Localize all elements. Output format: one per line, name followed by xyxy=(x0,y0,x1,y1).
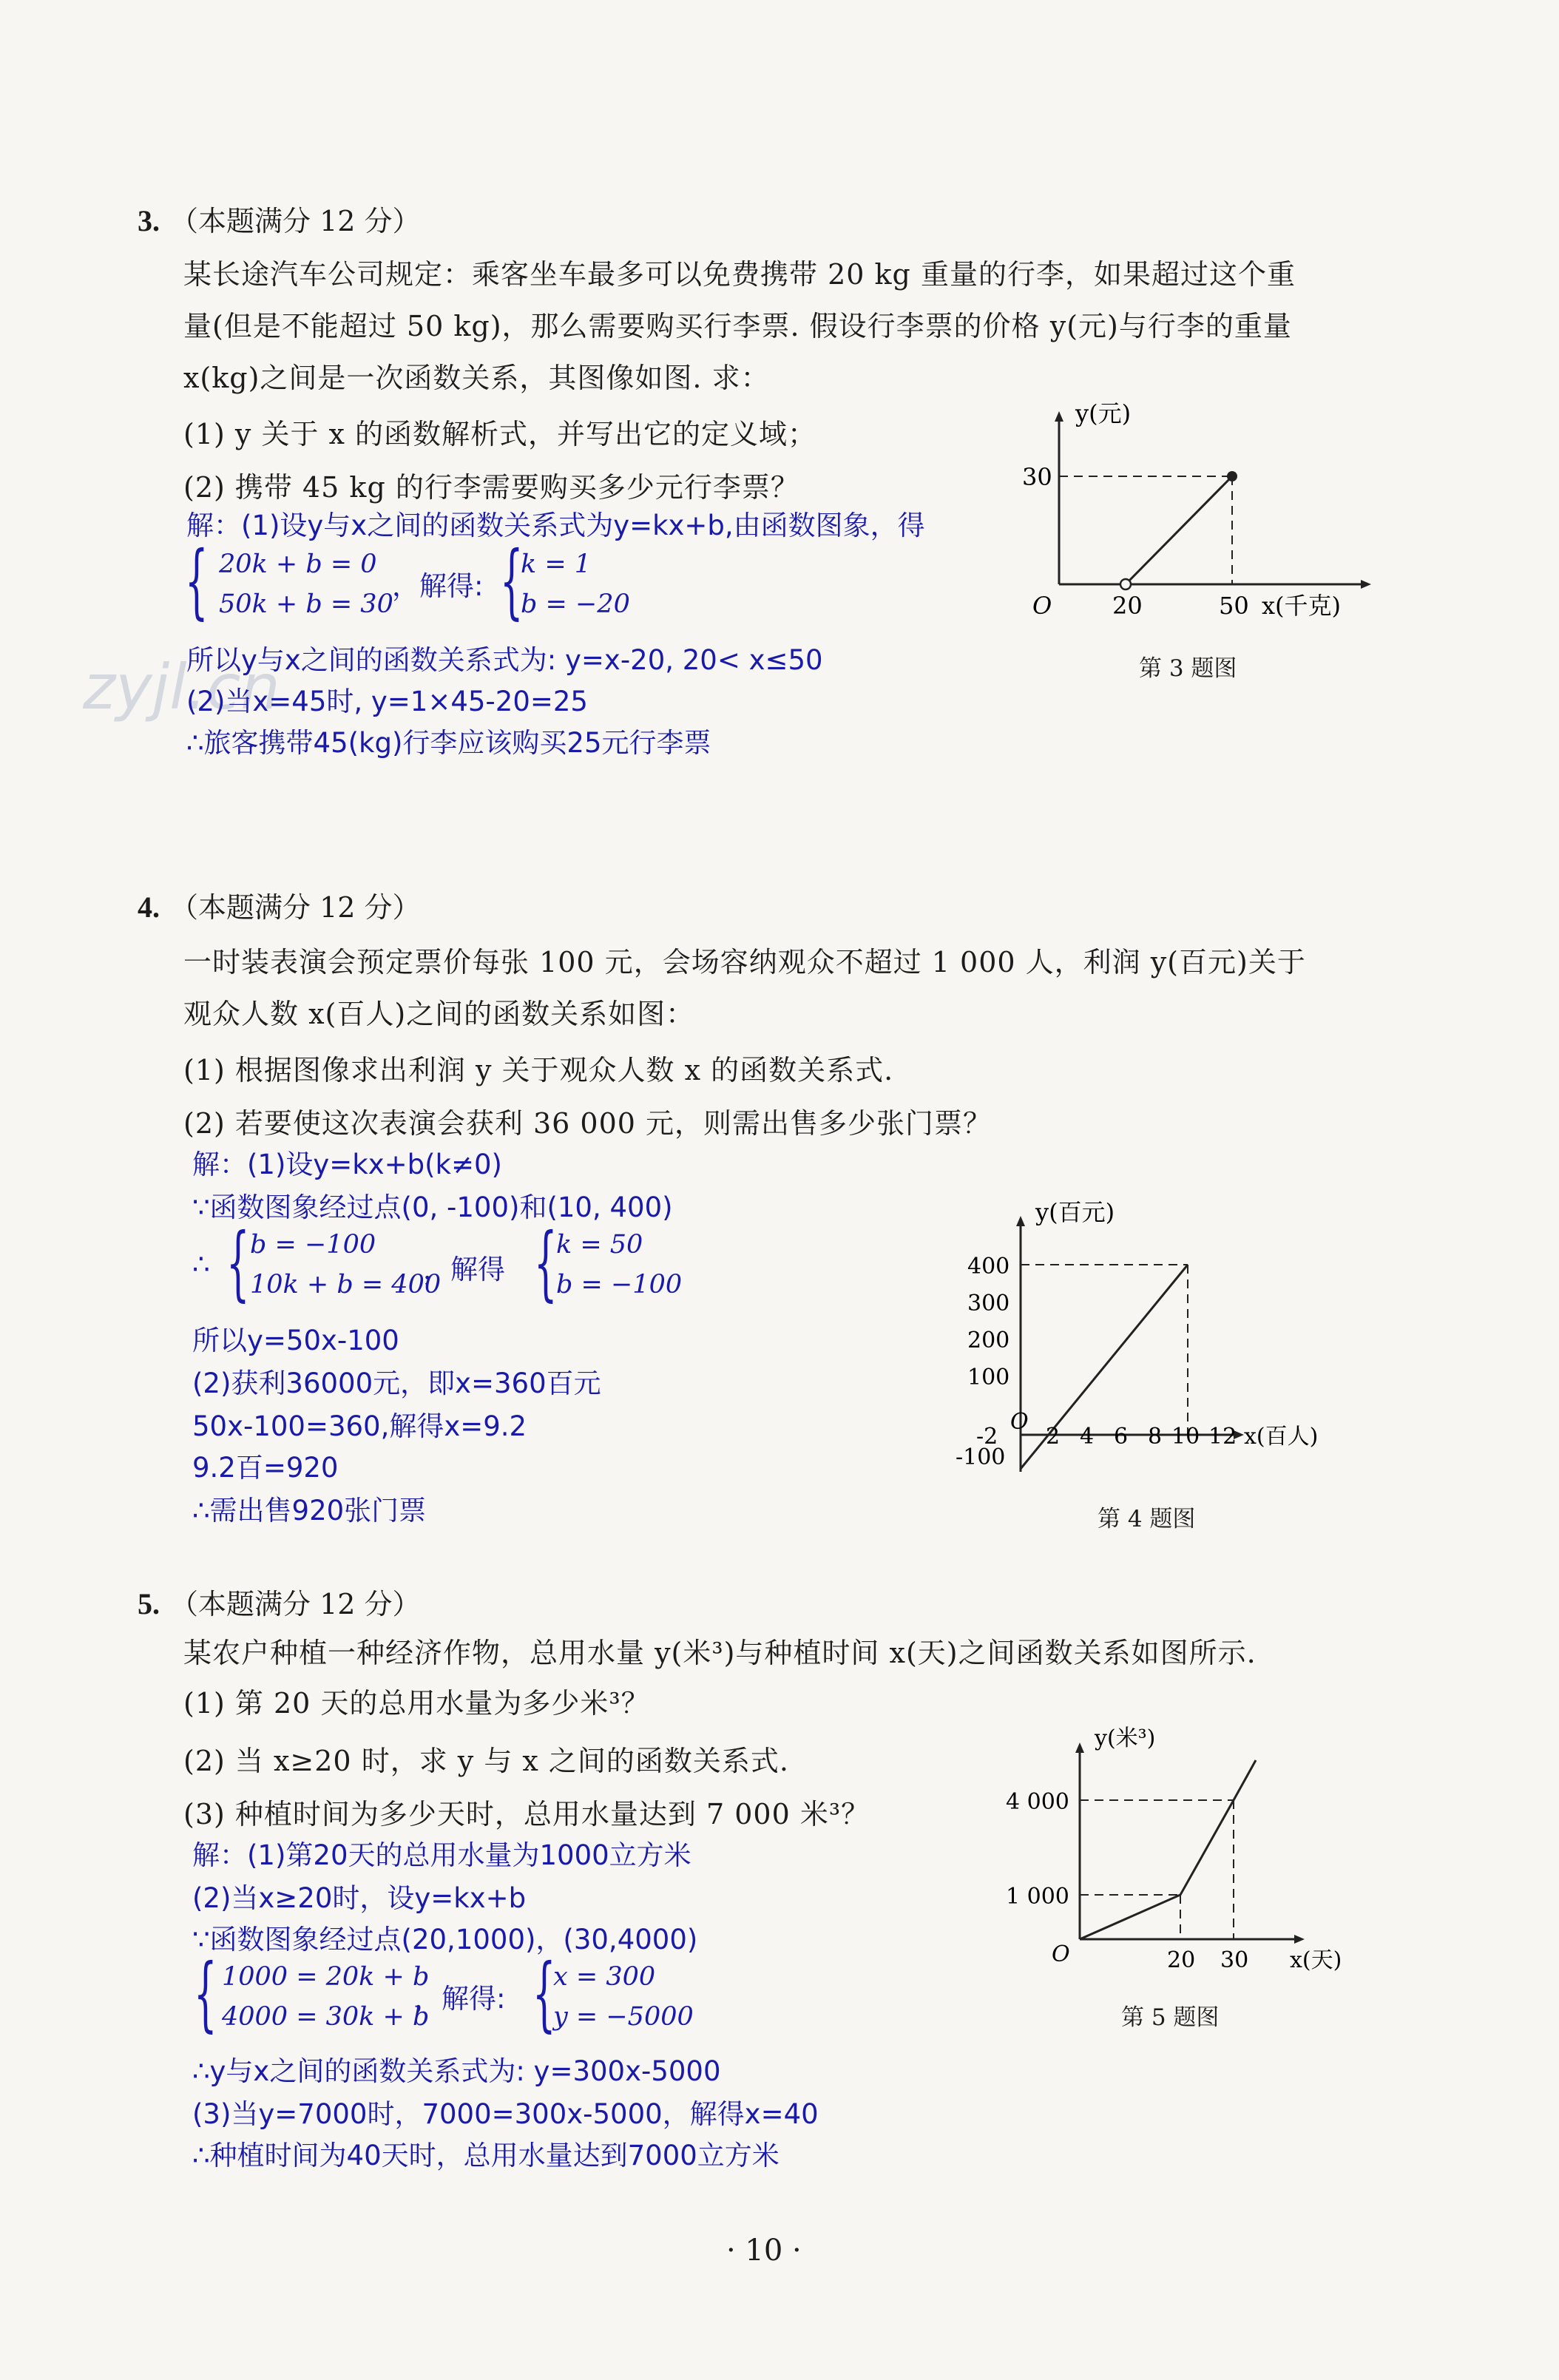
q4-x-tick-4: 4 xyxy=(1080,1424,1095,1450)
q4-brace-a: { xyxy=(226,1215,250,1310)
q4-solve-label: ，解得 xyxy=(423,1254,505,1285)
q3-answer-line-1: 解：(1)设y与x之间的函数关系式为y=kx+b,由函数图象，得 xyxy=(186,510,925,541)
q5-answer-line-1: 解：(1)第20天的总用水量为1000立方米 xyxy=(192,1839,691,1871)
q5-y-tick-1000: 1 000 xyxy=(1006,1884,1069,1910)
q4-system-a xyxy=(250,1225,441,1305)
q4-x-tick-12: 12 xyxy=(1208,1424,1237,1450)
q5-sol-2: y = −5000 xyxy=(553,2002,694,2032)
q4-x-tick-10: 10 xyxy=(1171,1424,1200,1450)
q4-subq-1: (1) 根据图像求出利润 y 关于观众人数 x 的函数关系式. xyxy=(183,1054,894,1086)
q3-subq-2: (2) 携带 45 kg 的行李需要购买多少元行李票？ xyxy=(183,471,799,504)
q5-header xyxy=(138,1581,421,1622)
q5-x-label: x(天) xyxy=(1290,1947,1342,1973)
q3-sol-1: k = 1 xyxy=(521,550,592,579)
q3-figure xyxy=(1013,399,1383,621)
q5-points: （本题满分 12 分） xyxy=(170,1588,421,1620)
q4-answer-line-7: ∴需出售920张门票 xyxy=(192,1495,427,1527)
q5-eq-1: 1000 = 20k + b xyxy=(222,1962,430,1992)
q5-answer-line-2: (2)当x≥20时，设y=kx+b xyxy=(192,1882,527,1914)
q4-sol-1: k = 50 xyxy=(556,1230,643,1260)
q4-origin: O xyxy=(1010,1409,1029,1435)
q5-subq-3: (3) 种植时间为多少天时，总用水量达到 7 000 米³？ xyxy=(183,1798,870,1830)
q5-subq-2: (2) 当 x≥20 时，求 y 与 x 之间的函数关系式. xyxy=(183,1745,789,1777)
q3-eq-2: 50k + b = 30 xyxy=(219,589,393,619)
q4-x-tick-neg2: -2 xyxy=(976,1424,998,1450)
q5-solve-label: ，解得: xyxy=(414,1983,506,2015)
q4-eq-2: 10k + b = 400 xyxy=(250,1270,442,1299)
q4-number: 4. xyxy=(138,890,160,924)
q4-y-tick-200: 200 xyxy=(967,1328,1010,1353)
q5-y-tick-4000: 4 000 xyxy=(1006,1789,1069,1815)
q3-open-point xyxy=(1120,579,1131,589)
q3-brace-b: { xyxy=(500,533,524,628)
q5-brace-b: { xyxy=(532,1946,556,2041)
q3-text-line-1: 某长途汽车公司规定：乘客坐车最多可以免费携带 20 kg 重量的行李，如果超过这个重 xyxy=(183,258,1296,291)
q5-x-tick-30: 30 xyxy=(1220,1947,1249,1973)
q5-figure xyxy=(991,1723,1376,1997)
q3-sol-2: b = −20 xyxy=(521,589,630,619)
q4-text-line-2: 观众人数 x(百人)之间的函数关系如图： xyxy=(183,998,695,1030)
q3-solve-label: ，解得: xyxy=(392,570,484,602)
q4-text-line-1: 一时装表演会预定票价每张 100 元，会场容纳观众不超过 1 000 人，利润 y(百元)关于 xyxy=(183,946,1306,978)
q3-answer-line-2: 所以y与x之间的函数关系式为: y=x-20, 20< x≤50 xyxy=(186,644,823,676)
q4-answer-line-3: 所以y=50x-100 xyxy=(192,1325,399,1356)
q3-y-arrow xyxy=(1055,411,1063,422)
q3-points: （本题满分 12 分） xyxy=(170,205,421,237)
q3-answer-line-4: ∴旅客携带45(kg)行李应该购买25元行李票 xyxy=(186,727,711,759)
q4-figure xyxy=(947,1191,1361,1487)
q3-system-a xyxy=(219,544,393,624)
q3-answer-line-3: (2)当x=45时, y=1×45-20=25 xyxy=(186,686,588,717)
q4-answer-line-5: 50x-100=360,解得x=9.2 xyxy=(192,1410,527,1442)
q5-graph-line xyxy=(1080,1760,1256,1939)
q3-closed-point xyxy=(1227,471,1237,481)
q4-y-tick-100: 100 xyxy=(967,1365,1010,1390)
q4-y-tick-400: 400 xyxy=(967,1254,1010,1279)
q3-system-b xyxy=(521,544,630,624)
q5-answer-line-4: ∴y与x之间的函数关系式为: y=300x-5000 xyxy=(192,2055,721,2087)
q3-origin: O xyxy=(1032,592,1052,620)
q3-x-tick-20: 20 xyxy=(1112,592,1143,620)
q5-y-arrow xyxy=(1075,1742,1084,1753)
q5-number: 5. xyxy=(138,1587,160,1620)
q3-caption: 第 3 题图 xyxy=(1139,655,1237,682)
q5-brace-a: { xyxy=(194,1946,217,2041)
q4-eq-1: b = −100 xyxy=(250,1230,376,1260)
q4-points: （本题满分 12 分） xyxy=(170,891,421,924)
q4-answer-line-6: 9.2百=920 xyxy=(192,1452,339,1484)
q3-y-label: y(元) xyxy=(1075,399,1132,427)
q3-text-line-3: x(kg)之间是一次函数关系，其图像如图. 求： xyxy=(183,362,770,394)
q4-y-tick-neg100: -100 xyxy=(956,1444,1006,1470)
q3-text-line-2: 量(但是不能超过 50 kg)，那么需要购买行李票. 假设行李票的价格 y(元)与行李的重量 xyxy=(183,310,1292,342)
q4-y-label: y(百元) xyxy=(1035,1198,1115,1226)
q4-sol-2: b = −100 xyxy=(556,1270,683,1299)
q4-x-label: x(百人) xyxy=(1244,1424,1319,1450)
q3-y-tick-30: 30 xyxy=(1022,463,1052,491)
q4-system-b xyxy=(556,1225,682,1305)
q4-subq-2: (2) 若要使这次表演会获利 36 000 元，则需出售多少张门票？ xyxy=(183,1107,992,1140)
q4-answer-line-2: ∵函数图象经过点(0, -100)和(10, 400) xyxy=(192,1191,673,1223)
q5-answer-line-3: ∵函数图象经过点(20,1000)，(30,4000) xyxy=(192,1924,698,1955)
q5-y-label: y(米³) xyxy=(1095,1725,1156,1751)
q5-system-b xyxy=(553,1957,694,2037)
q4-header xyxy=(138,885,421,925)
q3-x-tick-50: 50 xyxy=(1219,592,1249,620)
q5-system-a xyxy=(222,1957,429,2037)
q3-brace-a: { xyxy=(185,533,209,628)
q5-subq-1: (1) 第 20 天的总用水量为多少米³？ xyxy=(183,1687,650,1720)
q4-x-tick-2: 2 xyxy=(1046,1424,1061,1450)
q3-header xyxy=(138,198,421,239)
q3-x-arrow xyxy=(1361,580,1371,589)
q3-eq-1: 20k + b = 0 xyxy=(219,550,377,579)
q5-sol-1: x = 300 xyxy=(553,1962,656,1992)
q5-eq-2: 4000 = 30k + b xyxy=(222,2002,430,2032)
watermark: zyjl.cn xyxy=(83,651,280,723)
q3-subq-1: (1) y 关于 x 的函数解析式，并写出它的定义域； xyxy=(183,418,817,450)
q5-origin: O xyxy=(1052,1941,1070,1967)
q3-number: 3. xyxy=(138,204,160,237)
q4-therefore: ∴ xyxy=(192,1248,210,1280)
q5-answer-line-5: (3)当y=7000时，7000=300x-5000，解得x=40 xyxy=(192,2098,819,2130)
q4-brace-b: { xyxy=(534,1215,558,1310)
q3-x-label: x(千克) xyxy=(1262,592,1342,620)
q4-y-tick-300: 300 xyxy=(967,1291,1010,1316)
q5-caption: 第 5 题图 xyxy=(1121,2004,1220,2031)
q4-y-arrow xyxy=(1016,1216,1025,1226)
q5-text-line-1: 某农户种植一种经济作物，总用水量 y(米³)与种植时间 x(天)之间函数关系如图所示. xyxy=(183,1637,1257,1669)
q5-answer-line-6: ∴种植时间为40天时，总用水量达到7000立方米 xyxy=(192,2140,780,2171)
q5-x-tick-20: 20 xyxy=(1167,1947,1196,1973)
q4-answer-line-4: (2)获利36000元，即x=360百元 xyxy=(192,1368,601,1399)
q4-caption: 第 4 题图 xyxy=(1098,1506,1196,1532)
q4-x-tick-6: 6 xyxy=(1114,1424,1129,1450)
q4-answer-line-1: 解：(1)设y=kx+b(k≠0) xyxy=(192,1149,502,1180)
page-number: · 10 · xyxy=(726,2234,802,2268)
q3-graph-line xyxy=(1126,476,1232,584)
q4-x-tick-8: 8 xyxy=(1148,1424,1163,1450)
q5-x-arrow xyxy=(1294,1935,1305,1944)
